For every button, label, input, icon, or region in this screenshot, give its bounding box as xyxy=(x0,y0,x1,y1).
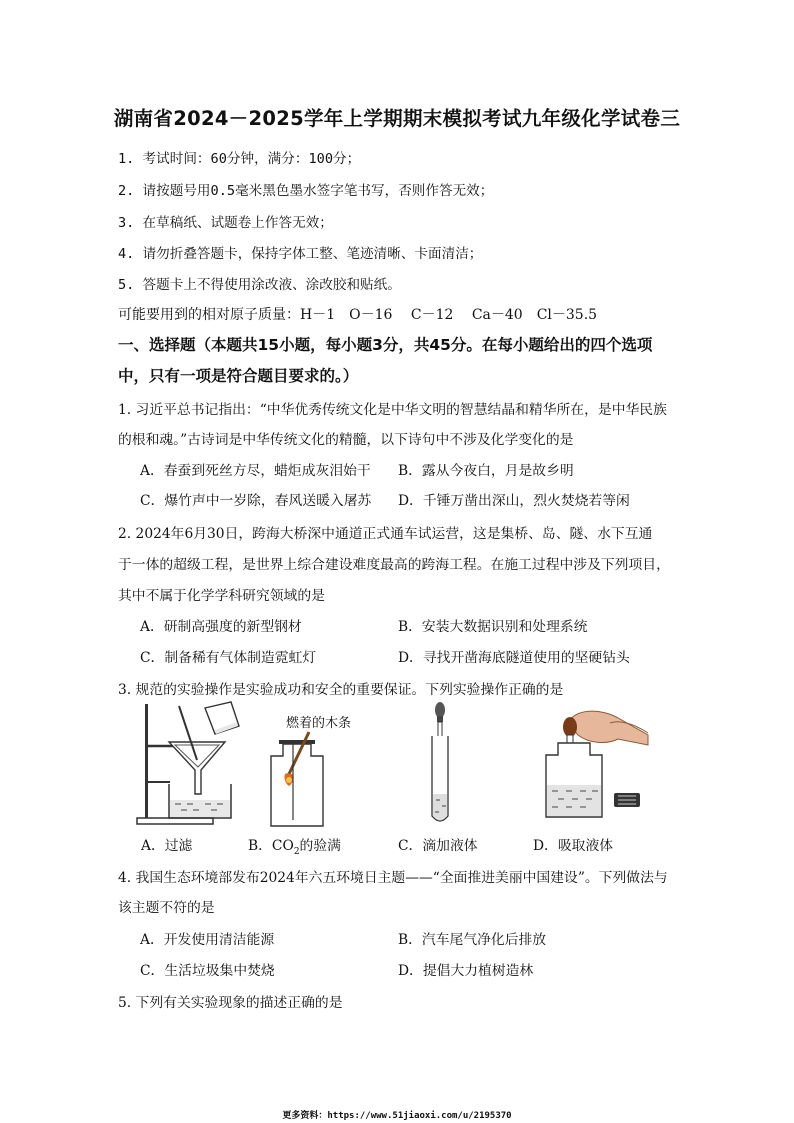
q1-option-c: C．爆竹声中一岁除，春风送暖入屠苏 xyxy=(140,493,372,509)
q4-option-c: C．生活垃圾集中焚烧 xyxy=(140,963,275,979)
instruction-2: 2. 请按题号用0.5毫米黑色墨水签字笔书写，否则作答无效； xyxy=(118,183,494,199)
q2-option-d: D．寻找开凿海底隧道使用的坚硬钻头 xyxy=(398,650,630,666)
q4-stem-line2: 该主题不符的是 xyxy=(118,900,215,916)
q3-option-b-suffix: 的验满 xyxy=(299,838,341,854)
q4-stem-line1: 4. 我国生态环境部发布2024年六五环境日主题——“全面推进美丽中国建设”。下列做法与 xyxy=(118,870,668,886)
q1-stem-line2: 的根和魂。”古诗词是中华传统文化的精髓，以下诗句中不涉及化学变化的是 xyxy=(118,432,574,448)
q5-stem: 5. 下列有关实验现象的描述正确的是 xyxy=(118,995,343,1011)
page-title: 湖南省2024－2025学年上学期期末模拟考试九年级化学试卷三 xyxy=(113,107,681,130)
q3-option-b-subscript: 2 xyxy=(293,846,300,857)
q1-option-d: D．千锤万凿出深山，烈火焚烧若等闲 xyxy=(398,493,630,509)
filtration-figure xyxy=(135,700,245,828)
q2-stem-line2: 于一体的超级工程，是世界上综合建设难度最高的跨海工程。在施工过程中涉及下列项目， xyxy=(118,557,670,573)
q1-stem-line1: 1. 习近平总书记指出：“中华优秀传统文化是中华文明的智慧结晶和精华所在，是中华民族 xyxy=(118,402,667,418)
q4-option-b: B．汽车尾气净化后排放 xyxy=(398,932,547,948)
q1-option-b: B．露从今夜白，月是故乡明 xyxy=(398,463,574,479)
dropper-figure xyxy=(422,700,462,828)
instruction-5: 5. 答题卡上不得使用涂改液、涂改胶和贴纸。 xyxy=(118,277,401,293)
q4-option-d: D．提倡大力植树造林 xyxy=(398,963,534,979)
instruction-3: 3. 在草稿纸、试题卷上作答无效； xyxy=(118,215,333,231)
q1-option-a: A．春蚕到死丝方尽，蜡炬成灰泪始干 xyxy=(140,463,371,479)
q3-option-d: D．吸取液体 xyxy=(533,838,614,854)
q2-stem-line3: 其中不属于化学学科研究领域的是 xyxy=(118,588,325,604)
q3-option-b-prefix: B．CO xyxy=(248,838,294,854)
burning-splint-label: 燃着的木条 xyxy=(286,716,352,731)
q2-option-a: A．研制高强度的新型钢材 xyxy=(140,619,302,635)
co2-test-figure xyxy=(265,730,335,830)
q2-stem-line1: 2. 2024年6月30日，跨海大桥深中通道正式通车试运营，这是集桥、岛、隧、水下互通 xyxy=(118,526,653,542)
q3-option-b xyxy=(248,834,341,857)
pipetting-figure xyxy=(540,705,655,825)
footer-link[interactable]: 更多资料：https://www.51jiaoxi.com/u/2195370 xyxy=(282,1111,512,1121)
instruction-1: 1. 考试时间：60分钟，满分：100分； xyxy=(118,151,361,167)
section-heading-line2: 中，只有一项是符合题目要求的。） xyxy=(118,367,359,385)
atomic-masses: 可能要用到的相对原子质量：H－1 O－16 C－12 Ca－40 Cl－35.5 xyxy=(118,307,598,323)
section-heading-line1: 一、选择题（本题共15小题，每小题3分，共45分。在每小题给出的四个选项 xyxy=(118,336,653,354)
q3-option-a: A．过滤 xyxy=(141,838,193,854)
q3-option-c: C．滴加液体 xyxy=(398,838,478,854)
q2-option-c: C．制备稀有气体制造霓虹灯 xyxy=(140,650,317,666)
q3-stem: 3. 规范的实验操作是实验成功和安全的重要保证。下列实验操作正确的是 xyxy=(118,682,564,698)
q4-option-a: A．开发使用清洁能源 xyxy=(140,932,275,948)
q2-option-b: B．安装大数据识别和处理系统 xyxy=(398,619,588,635)
instruction-4: 4. 请勿折叠答题卡，保持字体工整、笔迹清晰、卡面清洁； xyxy=(118,246,483,262)
